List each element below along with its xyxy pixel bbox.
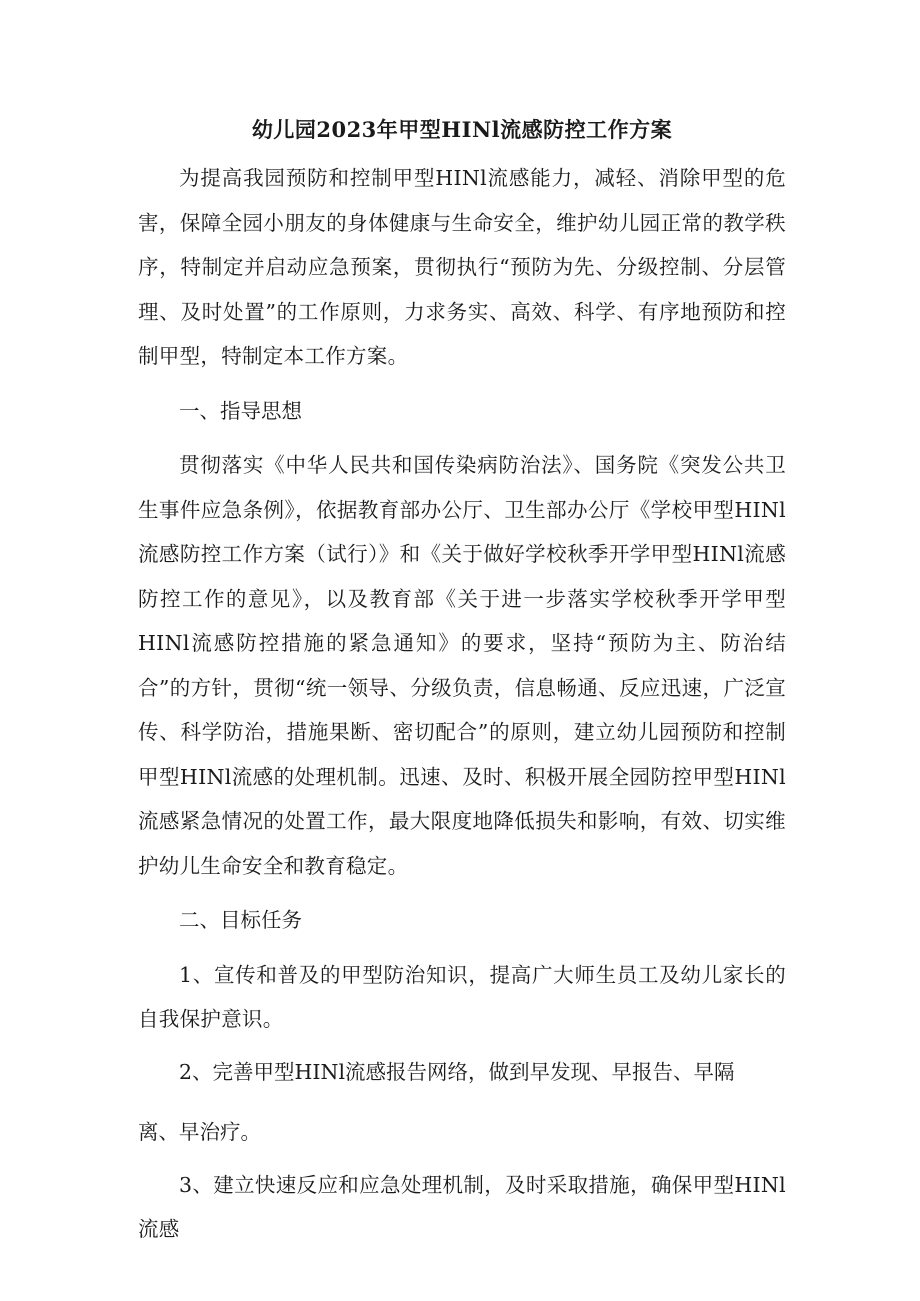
intro-paragraph: 为提高我园预防和控制甲型HINl流感能力，减轻、消除甲型的危害，保障全园小朋友的身体健康与生命安全，维护幼儿园正常的教学秩序，特制定并启动应急预案，贯彻执行“预防为先、分级控制、分层管理、及时处置”的工作原则，力求务实、高效、科学、有序地预防和控制甲型，特制定本工作方案。 — [138, 166, 786, 368]
document-page — [138, 112, 786, 1260]
title-year: 2023 — [316, 117, 377, 142]
document-title — [138, 112, 786, 148]
list-item-2-line-2: 离、早治疗。 — [138, 1120, 261, 1144]
title-suffix: 流感防控工作方案 — [500, 117, 673, 142]
section-1-body: 贯彻落实《中华人民共和国传染病防治法》、国务院《突发公共卫生事件应急条例》，依据教育部办公厅、卫生部办公厅《学校甲型HINl流感防控工作方案（试行）》和《关于做好学校秋季开学甲型HINl流感防控工作的意见》，以及教育部《关于进一步落实学校秋季开学甲型HINl流感防控措施的紧急通知》的要求，坚持“预防为主、防治结合”的方针，贯彻“统一领导、分级负责，信息畅通、反应迅速，广泛宣传、科学防治，措施果断、密切配合”的原则，建立幼儿园预防和控制甲型HINl流感的处理机制。迅速、及时、积极开展全园防控甲型HINl流感紧急情况的处置工作，最大限度地降低损失和影响，有效、切实维护幼儿生命安全和教育稳定。 — [138, 453, 786, 878]
title-mid: 年甲型 — [376, 117, 442, 142]
list-item-2-line-1: 2、完善甲型HINl流感报告网络，做到早发现、早报告、早隔 — [179, 1059, 735, 1084]
section-2-heading: 二、目标任务 — [179, 908, 302, 932]
list-item-3: 3、建立快速反应和应急处理机制，及时采取措施，确保甲型HINl流感 — [138, 1172, 786, 1241]
list-item-2 — [138, 1050, 786, 1155]
title-prefix: 幼儿园 — [251, 117, 317, 142]
section-1-heading: 一、指导思想 — [179, 398, 302, 423]
list-item-1: 1、宣传和普及的甲型防治知识，提高广大师生员工及幼儿家长的自我保护意识。 — [138, 962, 786, 1031]
title-h1n1: HINl — [441, 117, 501, 142]
